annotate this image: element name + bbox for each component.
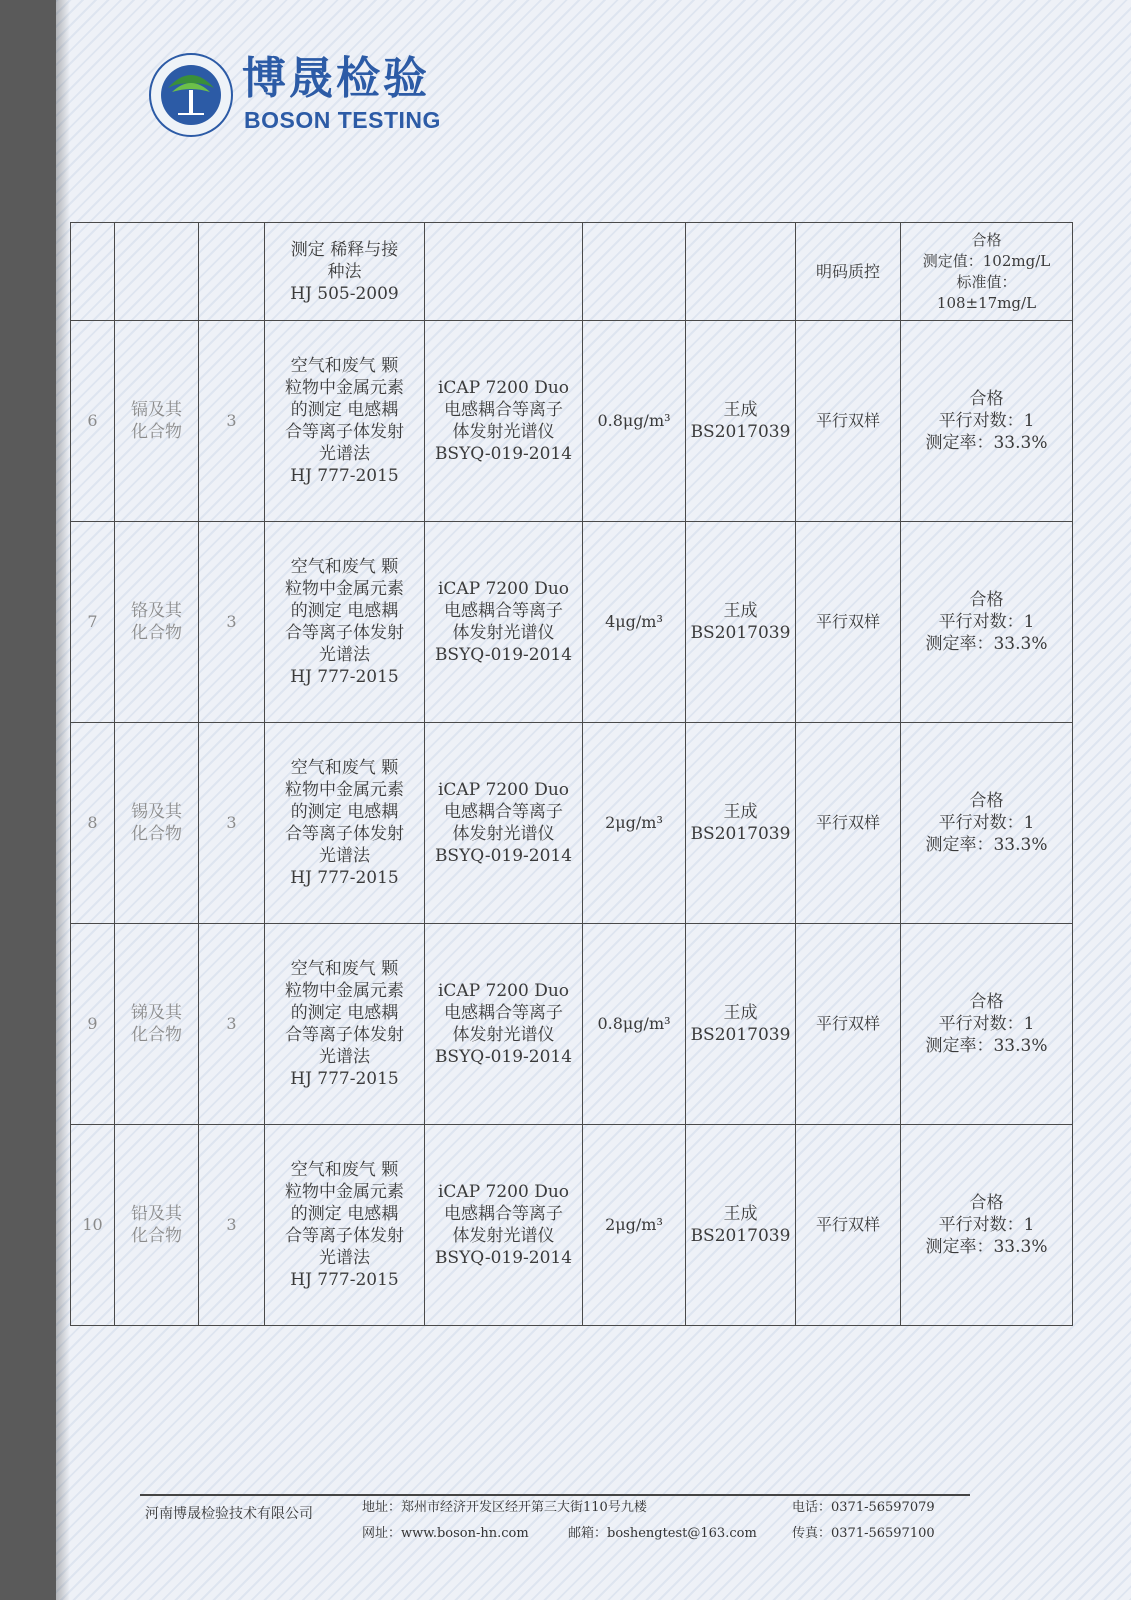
cell-qc: 平行双样 [796,522,901,723]
footer-website: 网址：www.boson-hn.com [362,1526,529,1541]
cell-item: 铬及其 化合物 [115,522,199,723]
cell-no: 6 [71,321,115,522]
cell-analyst: 王成 BS2017039 [686,321,796,522]
cell-count: 3 [199,321,265,522]
cell-analyst: 王成 BS2017039 [686,522,796,723]
cell-result: 合格 平行对数：1 测定率：33.3% [901,1125,1073,1326]
cell-item: 锑及其 化合物 [115,924,199,1125]
cell-item [115,223,199,321]
cell-item: 镉及其 化合物 [115,321,199,522]
cell-method: 空气和废气 颗 粒物中金属元素 的测定 电感耦 合等离子体发射 光谱法 HJ 777-2015 [265,723,425,924]
logo-chinese-name: 博晟检验 [242,53,430,104]
cell-instrument: iCAP 7200 Duo 电感耦合等离子 体发射光谱仪 BSYQ-019-2014 [425,522,583,723]
boson-emblem-icon [148,52,234,138]
cell-analyst: 王成 BS2017039 [686,924,796,1125]
cell-method: 空气和废气 颗 粒物中金属元素 的测定 电感耦 合等离子体发射 光谱法 HJ 777-2015 [265,1125,425,1326]
cell-limit [583,223,686,321]
boson-logo [148,48,448,143]
cell-instrument: iCAP 7200 Duo 电感耦合等离子 体发射光谱仪 BSYQ-019-2014 [425,723,583,924]
cell-qc: 明码质控 [796,223,901,321]
cell-method: 空气和废气 颗 粒物中金属元素 的测定 电感耦 合等离子体发射 光谱法 HJ 777-2015 [265,924,425,1125]
cell-method: 空气和废气 颗 粒物中金属元素 的测定 电感耦 合等离子体发射 光谱法 HJ 777-2015 [265,321,425,522]
cell-result: 合格 测定值：102mg/L 标准值： 108±17mg/L [901,223,1073,321]
cell-item: 锡及其 化合物 [115,723,199,924]
cell-method: 空气和废气 颗 粒物中金属元素 的测定 电感耦 合等离子体发射 光谱法 HJ 777-2015 [265,522,425,723]
cell-limit: 0.8μg/m³ [583,924,686,1125]
footer-email: 邮箱：boshengtest@163.com [568,1526,757,1541]
cell-no: 9 [71,924,115,1125]
cell-count: 3 [199,1125,265,1326]
footer-address: 地址：郑州市经济开发区经开第三大街110号九楼 [362,1500,647,1515]
cell-result: 合格 平行对数：1 测定率：33.3% [901,522,1073,723]
cell-instrument: iCAP 7200 Duo 电感耦合等离子 体发射光谱仪 BSYQ-019-2014 [425,1125,583,1326]
cell-no [71,223,115,321]
cell-count: 3 [199,522,265,723]
table-row [71,924,1073,1125]
footer-company: 河南博晟检验技术有限公司 [145,1506,313,1522]
cell-limit: 0.8μg/m³ [583,321,686,522]
cell-analyst: 王成 BS2017039 [686,723,796,924]
cell-limit: 2μg/m³ [583,723,686,924]
footer-fax: 传真：0371-56597100 [792,1526,935,1541]
cell-count: 3 [199,723,265,924]
cell-qc: 平行双样 [796,1125,901,1326]
cell-instrument: iCAP 7200 Duo 电感耦合等离子 体发射光谱仪 BSYQ-019-2014 [425,924,583,1125]
table-row [71,1125,1073,1326]
footer-phone: 电话：0371-56597079 [792,1500,935,1515]
cell-analyst: 王成 BS2017039 [686,1125,796,1326]
cell-qc: 平行双样 [796,924,901,1125]
cell-no: 10 [71,1125,115,1326]
binding-shadow [56,0,70,1600]
cell-count [199,223,265,321]
table-row-continuation [71,223,1073,321]
cell-instrument: iCAP 7200 Duo 电感耦合等离子 体发射光谱仪 BSYQ-019-2014 [425,321,583,522]
cell-qc: 平行双样 [796,321,901,522]
cell-qc: 平行双样 [796,723,901,924]
cell-limit: 4μg/m³ [583,522,686,723]
cell-limit: 2μg/m³ [583,1125,686,1326]
qc-results-table [70,222,1073,1326]
cell-no: 8 [71,723,115,924]
cell-analyst [686,223,796,321]
table-row [71,723,1073,924]
cell-count: 3 [199,924,265,1125]
cell-result: 合格 平行对数：1 测定率：33.3% [901,321,1073,522]
cell-item: 铅及其 化合物 [115,1125,199,1326]
logo-english-name: BOSON TESTING [244,107,441,133]
cell-method: 测定 稀释与接 种法 HJ 505-2009 [265,223,425,321]
cell-instrument [425,223,583,321]
cell-result: 合格 平行对数：1 测定率：33.3% [901,924,1073,1125]
cell-result: 合格 平行对数：1 测定率：33.3% [901,723,1073,924]
table-row [71,522,1073,723]
table-row [71,321,1073,522]
cell-no: 7 [71,522,115,723]
